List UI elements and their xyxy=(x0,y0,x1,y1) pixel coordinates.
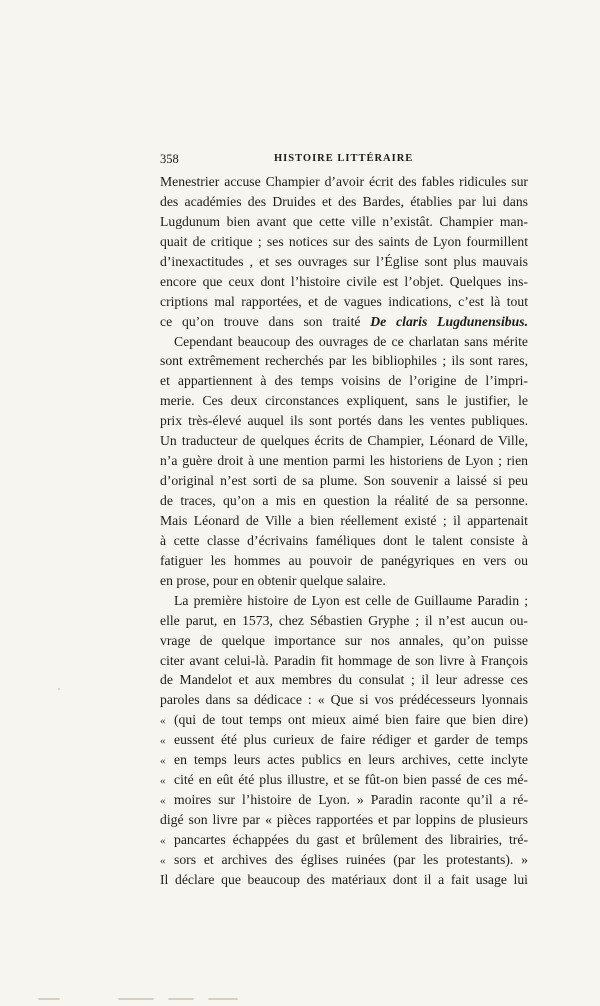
body-text xyxy=(160,172,528,890)
text-line: vrage de quelque importance sur nos annales, qu’on puisse xyxy=(160,632,528,648)
text-line: encore que ceux dont l’histoire civile est l’objet. Quelques ins- xyxy=(160,273,528,289)
quoted-line xyxy=(160,730,528,750)
text-line: Mais Léonard de Ville a bien réellement existé ; il appartenait xyxy=(160,512,528,528)
book-title-italic: De claris Lugdunensibus. xyxy=(370,313,529,329)
text-line: n’a guère droit à une mention parmi les historiens de Lyon ; rien xyxy=(160,453,528,469)
quote-mark: « xyxy=(160,795,166,808)
text-line: paroles dans sa dédicace : « Que si vos prédécesseurs lyonnais xyxy=(160,692,528,708)
text-line: sont extrêmement recherchés par les bibliophiles ; ils sont rares, xyxy=(160,353,528,369)
quoted-text: eussent été plus curieux de faire rédiger et garder de temps xyxy=(174,732,528,748)
text-line: digé son livre par « pièces rapportées et par loppins de plusieurs xyxy=(160,812,528,827)
quote-mark: « xyxy=(160,735,166,748)
running-title: HISTOIRE LITTÉRAIRE xyxy=(274,153,414,164)
text-fragment: ce qu’on trouve dans son traité xyxy=(160,313,361,329)
text-line xyxy=(160,312,528,332)
text-line: Menestrier accuse Champier d’avoir écrit des fables ridicules sur xyxy=(160,174,528,189)
quoted-text: sors et archives des églises ruinées (par les protestants). » xyxy=(174,851,528,867)
quoted-text: cité en eût été plus illustre, et se fût-on bien passé de ces mé- xyxy=(174,772,528,788)
quoted-line xyxy=(160,710,528,730)
quote-mark: « xyxy=(160,834,166,847)
text-line: Cependant beaucoup des ouvrages de ce charlatan sans mérite xyxy=(174,333,528,349)
page-header xyxy=(160,152,436,170)
scan-mark xyxy=(208,998,238,1000)
quoted-line xyxy=(160,750,528,770)
scan-mark xyxy=(118,998,154,1000)
quoted-line xyxy=(160,770,528,790)
scan-mark xyxy=(38,998,60,1000)
quoted-line xyxy=(160,790,528,810)
quoted-text: pancartes échappées du gast et brûlement des librairies, tré- xyxy=(174,831,528,847)
quote-mark: « xyxy=(160,775,166,788)
quoted-text: en temps leurs actes publics en leurs archives, cette inclyte xyxy=(174,752,528,768)
quote-mark: « xyxy=(160,755,166,768)
quoted-line xyxy=(160,830,528,850)
text-line: merie. Ces deux circonstances expliquent, sans le justifier, le xyxy=(160,393,528,409)
text-line: prix très-élevé auquel ils sont portés dans les ventes publiques. xyxy=(160,413,528,429)
page-number: 358 xyxy=(160,152,179,166)
text-line: La première histoire de Lyon est celle de Guillaume Paradin ; xyxy=(174,592,528,608)
text-line: Un traducteur de quelques écrits de Champier, Léonard de Ville, xyxy=(160,433,528,449)
scan-mark xyxy=(58,688,60,690)
text-line: de traces, qu’on a mis en question la réalité de sa personne. xyxy=(160,493,528,508)
text-line: d’inexactitudes , et ses ouvrages sur l’Église sont plus mauvais xyxy=(160,253,528,269)
text-line: d’original n’est sorti de sa plume. Son souvenir a laissé si peu xyxy=(160,473,528,489)
text-line: et appartiennent à des temps voisins de l’origine de l’impri- xyxy=(160,373,528,389)
text-line: Il déclare que beaucoup des matériaux dont il a fait usage lui xyxy=(160,871,528,887)
quoted-line xyxy=(160,850,528,870)
text-line: en prose, pour en obtenir quelque salaire. xyxy=(160,572,386,588)
text-line: Lugdunum bien avant que cette ville n’existât. Champier man- xyxy=(160,213,528,229)
text-line: elle parut, en 1573, chez Sébastien Gryphe ; il n’est aucun ou- xyxy=(160,612,528,628)
quoted-text: moires sur l’histoire de Lyon. » Paradin raconte qu’il a ré- xyxy=(174,792,528,808)
text-line: des académies des Druides et des Bardes, établies par lui dans xyxy=(160,193,528,209)
text-line: criptions mal rapportées, et de vagues indications, c’est là tout xyxy=(160,293,528,309)
text-line: à cette classe d’écrivains faméliques dont le talent consiste à xyxy=(160,532,528,548)
text-line: quait de critique ; ses notices sur des saints de Lyon fourmillent xyxy=(160,233,528,249)
quoted-text: (qui de tout temps ont mieux aimé bien faire que bien dire) xyxy=(174,712,528,728)
text-line: citer avant celui-là. Paradin fit hommage de son livre à François xyxy=(160,652,528,668)
text-line: de Mandelot et aux membres du consulat ; il leur adresse ces xyxy=(160,672,528,688)
text-line: fatiguer les hommes au pouvoir de panégyriques en vers ou xyxy=(160,552,528,568)
scan-mark xyxy=(168,998,194,1000)
quote-mark: « xyxy=(160,715,166,728)
quote-mark: « xyxy=(160,854,166,867)
